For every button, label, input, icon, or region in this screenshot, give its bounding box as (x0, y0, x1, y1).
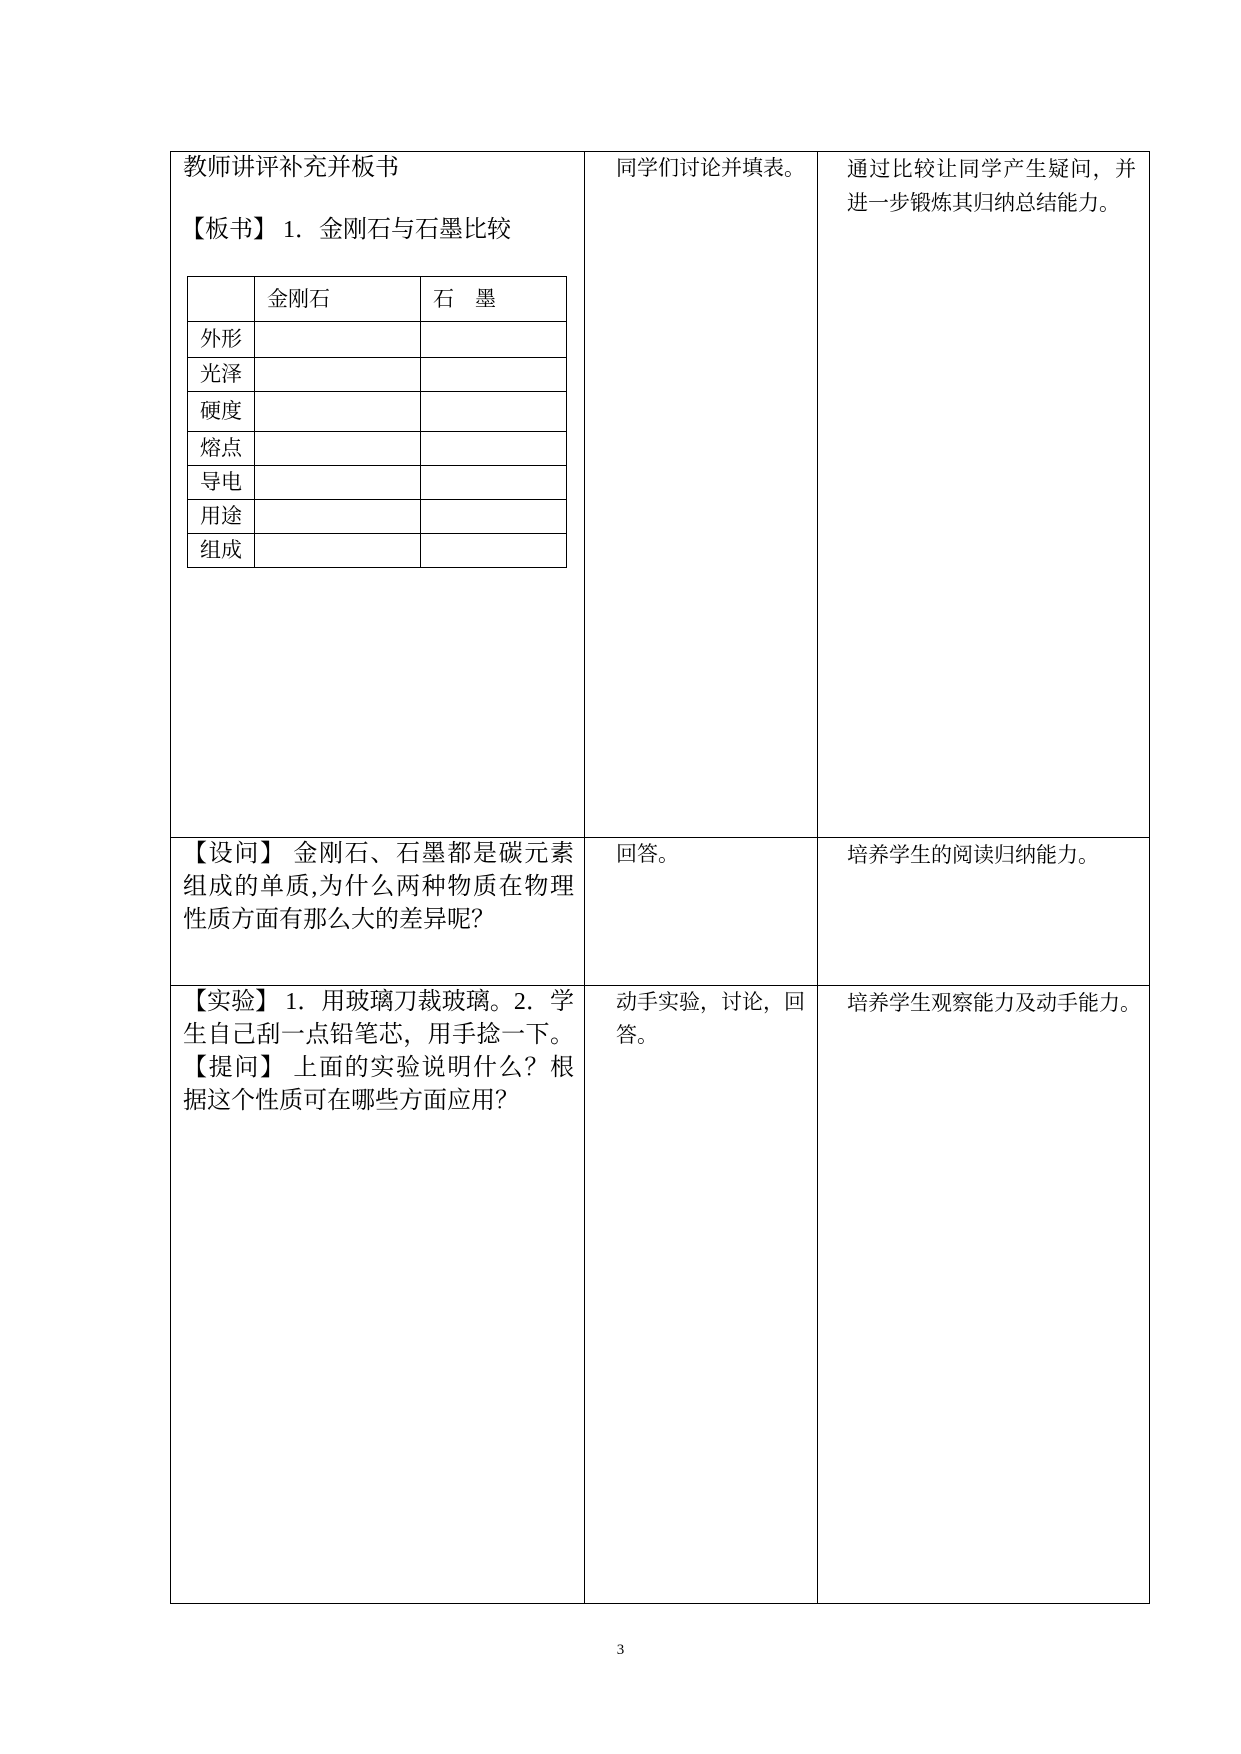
design-intent-text (847, 986, 1143, 1020)
comparison-row (188, 500, 567, 534)
row-label: 光泽 (188, 358, 255, 392)
header-diamond: 金刚石 (255, 277, 421, 322)
student-activity-cell-1 (584, 151, 818, 838)
comparison-row (188, 466, 567, 500)
design-intent-cell-2 (817, 837, 1150, 986)
page-number: 3 (616, 1642, 625, 1658)
comparison-table (187, 276, 567, 568)
graphite-value-cell (421, 466, 567, 500)
design-intent-cell-3 (817, 985, 1150, 1604)
teacher-activity-text (183, 986, 574, 1118)
graphite-value-cell (421, 500, 567, 534)
text-line: 培养学生的阅读归纳能力。 (847, 843, 1099, 867)
comparison-row (188, 432, 567, 466)
text-line: 答。 (616, 1023, 658, 1047)
row-label: 硬度 (188, 392, 255, 432)
diamond-value-cell (255, 322, 421, 358)
diamond-value-cell (255, 432, 421, 466)
teacher-activity-cell-3 (170, 985, 585, 1604)
teacher-activity-text (183, 838, 574, 937)
row-label: 组成 (188, 534, 255, 568)
board-heading: 【板书】 1．金刚石与石墨比较 (181, 217, 511, 243)
student-activity-text (616, 152, 811, 185)
comparison-row (188, 358, 567, 392)
diamond-value-cell (255, 392, 421, 432)
comparison-row (188, 392, 567, 432)
diamond-value-cell (255, 500, 421, 534)
graphite-value-cell (421, 358, 567, 392)
text-line: 回答。 (616, 842, 679, 866)
row-label: 外形 (188, 322, 255, 358)
diamond-value-cell (255, 466, 421, 500)
comparison-row (188, 322, 567, 358)
text-line: 教师讲评补充并板书 (183, 155, 399, 181)
text-line: 通过比较让同学产生疑问，并 (847, 157, 1136, 181)
text-line: 培养学生观察能力及动手能力。 (847, 991, 1141, 1015)
text-line: 【提问】 上面的实验说明什么？根 (183, 1055, 574, 1081)
row-label: 导电 (188, 466, 255, 500)
graphite-value-cell (421, 322, 567, 358)
student-activity-text (616, 838, 811, 871)
row-label: 熔点 (188, 432, 255, 466)
graphite-value-cell (421, 534, 567, 568)
text-line: 【设问】 金刚石、石墨都是碳元素 (183, 841, 574, 867)
student-activity-text (616, 986, 811, 1052)
text-line: 动手实验，讨论，回 (616, 990, 805, 1014)
row-label: 用途 (188, 500, 255, 534)
design-intent-cell-1 (817, 151, 1150, 838)
text-line: 据这个性质可在哪些方面应用？ (183, 1088, 519, 1114)
student-activity-cell-3 (584, 985, 818, 1604)
diamond-value-cell (255, 358, 421, 392)
header-graphite: 石 墨 (421, 277, 567, 322)
graphite-value-cell (421, 432, 567, 466)
teacher-activity-cell-1 (170, 151, 585, 838)
teacher-activity-cell-2 (170, 837, 585, 986)
text-line: 生自己刮一点铅笔芯，用手捻一下。 (183, 1022, 574, 1048)
design-intent-text (847, 152, 1143, 220)
corner-cell (188, 277, 255, 322)
graphite-value-cell (421, 392, 567, 432)
student-activity-cell-2 (584, 837, 818, 986)
diamond-value-cell (255, 534, 421, 568)
comparison-header-row (188, 277, 567, 322)
text-line: 【实验】 1．用玻璃刀裁玻璃。2．学 (183, 989, 574, 1015)
design-intent-text (847, 838, 1143, 872)
text-line: 同学们讨论并填表。 (616, 156, 805, 180)
text-line: 进一步锻炼其归纳总结能力。 (847, 191, 1120, 215)
teacher-activity-text (183, 152, 574, 185)
text-line: 组成的单质,为什么两种物质在物理 (183, 874, 574, 900)
text-line: 性质方面有那么大的差异呢？ (183, 907, 495, 933)
comparison-row (188, 534, 567, 568)
